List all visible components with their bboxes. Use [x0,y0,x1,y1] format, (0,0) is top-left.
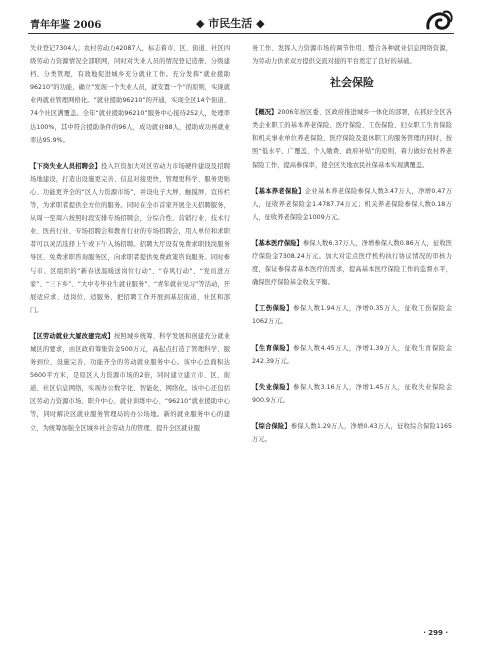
right-column [252,42,452,446]
heading-medical-insurance: 【基本医疗保险】 [252,239,303,247]
swirl-logo-icon [424,8,454,34]
paragraph-injury-insurance: 【工伤保险】参保人数1.94万人，净增0.35万人，征收工伤保险金1062万元。 [252,305,453,326]
heading-job-fair: 【下岗失业人员招聘会】 [30,162,102,170]
section-title-social-insurance: 社会保险 [330,76,374,90]
paragraph-overview: 【概况】2006年按区委、区政府推进城乡一体化的部署，在抓好全区各类企业职工的基本养老保险、医疗保险、工伤保险、妇女职工生育保险和机关事业单位养老保险、医疗保险及退休职工的服务管理的同时，按照“低水平、广覆盖、个人缴费、政府补贴”的原则，着力做好农村养老保险工作，提高参保率，使全区失地农民社保基本实现满覆盖。 [252,109,452,169]
heading-injury-insurance: 【工伤保险】 [252,305,294,313]
page-number: · 299 · [423,629,448,637]
paragraph-maternity-insurance: 【生育保险】参保人数4.45万人，净增1.39万人，征收生育保险金242.39万元。 [252,344,453,365]
paragraph-pension-insurance: 【基本养老保险】企业基本养老保险参保人数3.47万人，净增0.47万人，征收养老保险金1.4787.74万元；机关养老保险参保人数0.18万人，征收养老保险金1009万元。 [252,187,453,221]
paragraph-unemployment-insurance: 【失业保险】参保人数3.16万人，净增1.45万人，征收失业保险金900.9万元。 [252,383,453,404]
heading-comprehensive-insurance: 【综合保险】 [252,422,291,430]
heading-overview: 【概况】 [252,109,278,117]
paragraph-comprehensive-insurance: 【综合保险】参保人数1.29万人，净增0.43万人，征收综合保险1165万元。 [252,422,452,443]
paragraph-job-fair: 【下岗失业人员招聘会】投入巨资加大对区劳动力市场硬件建设及招聘场地建设，打造出设施更完善、信息对接更快、管理更科学、服务更贴心、功能更齐全的“区人力资源市场”，并设电子大屏、触摸屏、宣传栏等，为求职者提供全方位的服务。同时在全市首家开展全天招聘服务，从周一至周六按照时段安排专场招聘会，分综合性、营销行业、技术行业、医药行业、专场招聘会和教育行业的专场招聘会，用人单位和求职者可以灵活选择上午或下午入场招聘。招聘大厅设有免费求职找岗服务导区、免费求职咨询服务区，向求职者提供免费政策咨询服务。同时参与市、区组织的“新春送温暖送岗位行动”、“春风行动”、“党员进万家”、“三下乡”、“大中专毕业生就业服务”、“青年就业见习”等活动，开展适应求、适岗位、适服务，把招聘工作开展到基层街道、社区和部门。 [30,162,231,314]
yearbook-title: 青年年鉴 2006 [30,20,102,31]
section-header: ◆ 市民生活 ◆ [196,17,265,30]
heading-pension-insurance: 【基本养老保险】 [252,187,305,195]
paragraph-medical-insurance: 【基本医疗保险】参保人数6.37万人，净增参保人数0.86万人，征收医疗保险金7308.24万元。加大对定点医疗机构执行协议情况的审核力度，保证参保者基本医疗的需求，提高基本医疗保险工作的监督水平，确保医疗保险基金收支平衡。 [252,239,453,287]
heading-maternity-insurance: 【生育保险】 [252,344,294,352]
paragraph-employment-building: 【区劳动就业大厦改建完成】按照城乡统筹、科学发展和创建充分就业城区的要求，由区政府筹集资金500万元，高起点打造了管理科学、服务到位、设施完善、功能齐全的劳动就业服务中心。该中心总面积达5600平方米，是原区人力资源市场的2倍，同时建立建立市、区、街道、社区信息网络，实现办公数字化、智能化、网络化。该中心还包括区劳动力资源市场、职介中心、就业训练中心、“96210”就业援助中心等，同时解决区就业服务管理局的办公场地。新的就业服务中心的建立，为统筹加强全区城乡社会劳动力的管理、提升全区就业服 [30,332,231,432]
header-rule [28,33,454,34]
paragraph-employment-registration: 失业登记7304人；农村劳动力42087人，标志着市、区、街道、社区四级劳动力资源情况全部联网，同时对失业人员的情况登记造册、分级建档、分类管理，有效地促进城乡充分就业工作。充分发挥“就业援助96210”的功能，确立“发现一个失业人员，就安置一个”的原则，实现就业再就业管理网格化。“就业援助96210”的开通，实现全区14个街道、74个社区满覆盖。全年“就业援助96210”服务中心接待252人，处理率达100%，其中符合援助条件的96人，成功就业88人，援助成功再就业率达95.9%。 [30,45,230,144]
heading-employment-building: 【区劳动就业大厦改建完成】 [30,332,114,340]
heading-unemployment-insurance: 【失业保险】 [252,383,294,391]
paragraph-continued: 务工作、发挥人力资源市场的调节作用、整合各种就业信息网络资源，为劳动力供求双方提供交流对接的平台奠定了良好的基础。 [252,45,452,66]
left-column [30,42,230,435]
